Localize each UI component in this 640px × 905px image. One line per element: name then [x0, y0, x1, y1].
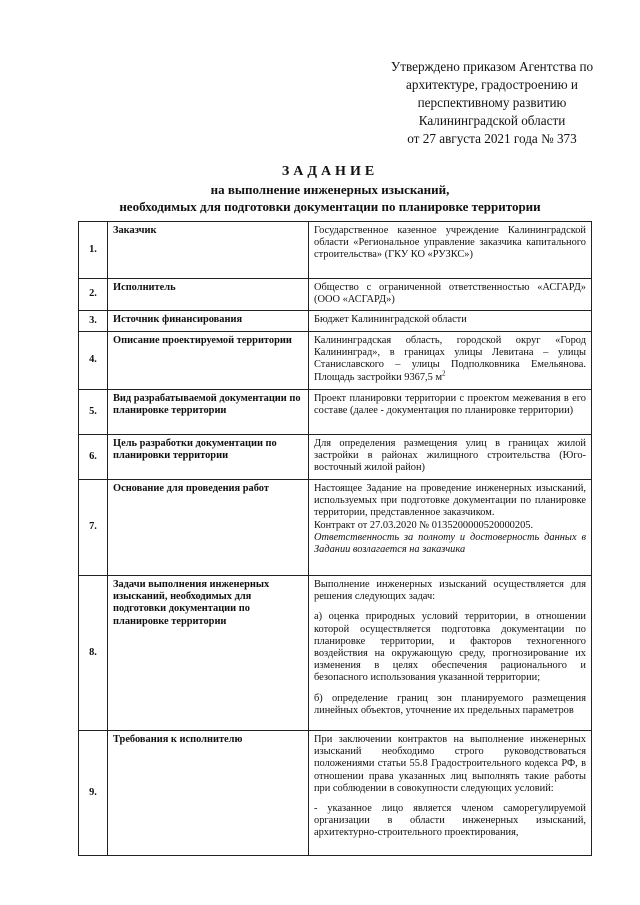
table-row: [79, 279, 592, 311]
row-value: Государственное казенное учреждение Калининградской области «Региональное управление заказчика капитального строительства» (ГКУ КО «РУЗКС»): [309, 222, 592, 279]
row-label: Описание проектируемой территории: [108, 332, 309, 390]
approval-line: от 27 августа 2021 года № 373: [407, 131, 577, 146]
row-value-text: Калининградская область, городской округ «Город Калининград», в границах улицы Левитана – улицы Станиславского – улицы Подполковника Емельянова. Площадь застройки 9367,5 м: [314, 335, 586, 383]
row-label: Заказчик: [108, 222, 309, 279]
row-number: 6.: [79, 435, 108, 480]
row-value: [309, 731, 592, 856]
row-paragraph: При заключении контрактов на выполнение инженерных изысканий необходимо строго руководствоваться положениями статьи 55.8 Градостроительного кодекса РФ, в отношении права указанных лиц выполнять такие работы при соблюдении в совокупности следующих условий:: [314, 734, 586, 794]
approval-line: архитектуре, градостроению и: [406, 77, 578, 92]
title-heading: ЗАДАНИЕ: [281, 164, 379, 179]
row-label: Задачи выполнения инженерных изысканий, необходимых для подготовки документации по планировке территории: [108, 576, 309, 731]
approval-line: Утверждено приказом Агентства по: [390, 59, 594, 74]
row-number: 1.: [79, 222, 108, 279]
row-paragraph: а) оценка природных условий территории, в отношении которой осуществляется подготовка документации по планировке территории, и факторов техногенного воздействия на окружающую среду, прогнозирование их изменения в целях обеспечения рационального и безопасного использования указанной территории;: [314, 611, 586, 684]
table-row: [79, 222, 592, 279]
table-row: [79, 480, 592, 576]
task-table: [78, 221, 592, 856]
row-label: Цель разработки документации по планировки территории: [108, 435, 309, 480]
row-label: Источник финансирования: [108, 311, 309, 332]
row-value: [309, 332, 592, 390]
row-number: 5.: [79, 390, 108, 435]
row-number: 3.: [79, 311, 108, 332]
row-paragraph: б) определение границ зон планируемого размещения линейных объектов, уточнение их предельных параметров: [314, 692, 586, 716]
table-row: [79, 332, 592, 390]
approval-line: Калининградской области: [418, 113, 566, 128]
row-number: 8.: [79, 576, 108, 731]
row-value: Бюджет Калининградской области: [309, 311, 592, 332]
row-value: Общество с ограниченной ответственностью «АСГАРД» (ООО «АСГАРД»): [309, 279, 592, 311]
table-row: [79, 390, 592, 435]
table-row: [79, 731, 592, 856]
title-line-2: на выполнение инженерных изысканий,: [210, 182, 450, 197]
row-value: [309, 480, 592, 576]
document-title: [70, 163, 590, 215]
row-value: [309, 576, 592, 731]
row-label: Вид разрабатываемой документации по планировке территории: [108, 390, 309, 435]
row-paragraph: Контракт от 27.03.2020 № 0135200000520000205.: [314, 519, 534, 531]
row-value: Проект планировки территории с проектом межевания в его составе (далее - документация по планировке территории): [309, 390, 592, 435]
row-number: 7.: [79, 480, 108, 576]
area-unit-superscript: 2: [442, 369, 446, 378]
row-number: 9.: [79, 731, 108, 856]
approval-stamp: [372, 58, 612, 148]
row-note: Ответственность за полноту и достоверность данных в Задании возлагается на заказчика: [314, 531, 586, 556]
row-value: Для определения размещения улиц в границах жилой застройки в районах жилищного строительства (Юго-восточный жилой район): [309, 435, 592, 480]
row-number: 2.: [79, 279, 108, 311]
row-paragraph: Настоящее Задание на проведение инженерных изысканий, используемых при подготовке документации по планировке территории, представленное заказчиком.: [314, 483, 586, 519]
row-paragraph: Выполнение инженерных изысканий осуществляется для решения следующих задач:: [314, 579, 586, 603]
row-paragraph: - указанное лицо является членом саморегулируемой организации в области инженерных изысканий, архитектурно-строительного проектирования,: [314, 803, 586, 839]
table-row: [79, 311, 592, 332]
row-label: Основание для проведения работ: [108, 480, 309, 576]
approval-line: перспективному развитию: [417, 95, 567, 110]
row-label: Исполнитель: [108, 279, 309, 311]
title-line-3: необходимых для подготовки документации по планировке территории: [119, 199, 541, 214]
row-number: 4.: [79, 332, 108, 390]
row-label: Требования к исполнителю: [108, 731, 309, 856]
table-row: [79, 435, 592, 480]
table-row: [79, 576, 592, 731]
